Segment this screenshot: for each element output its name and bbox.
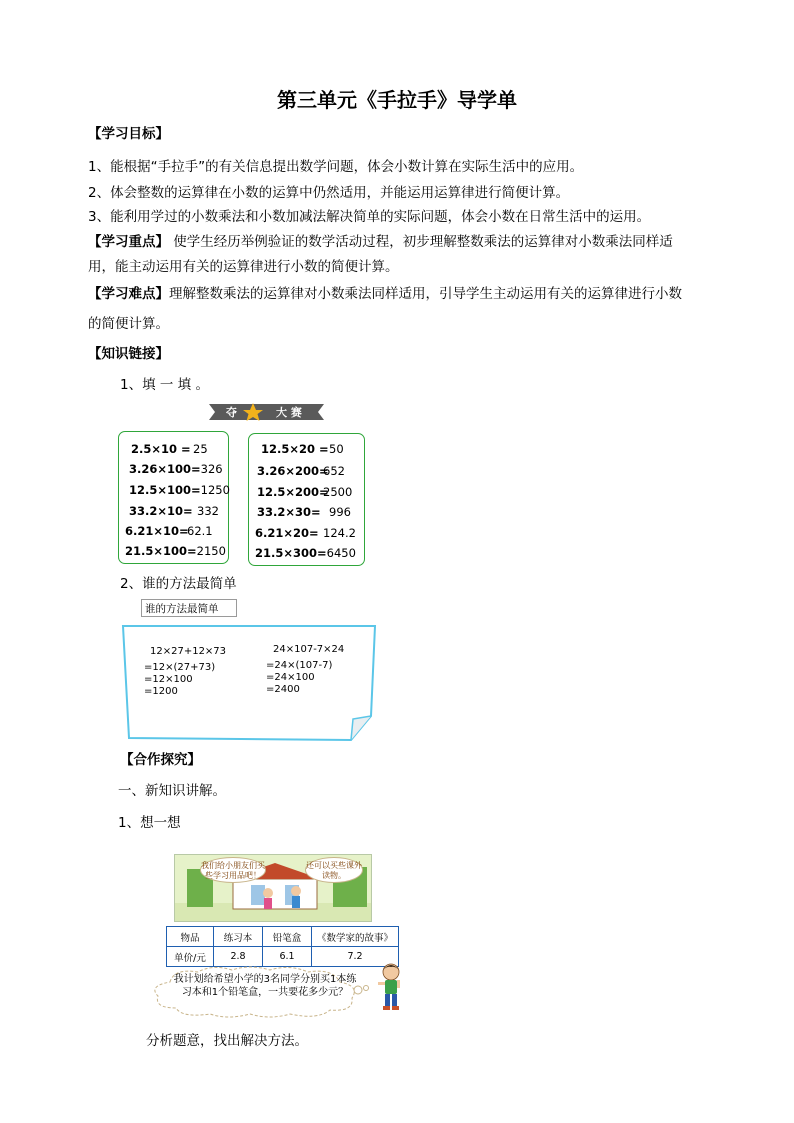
page-title: 第三单元《手拉手》导学单 xyxy=(277,88,517,112)
table-cell: 单价/元 xyxy=(167,947,214,967)
difficulties-heading: 【学习难点】 xyxy=(88,286,169,302)
method-right-line: =24×100 xyxy=(266,672,315,683)
exercise-row: 2.5×10 = 25 xyxy=(131,442,208,456)
table-cell: 6.1 xyxy=(263,947,312,967)
key-points-text-2: 用，能主动运用有关的运算律进行小数的简便计算。 xyxy=(88,259,399,275)
method-label-box: 谁的方法最简单 xyxy=(141,599,237,617)
table-cell: 2.8 xyxy=(214,947,263,967)
objective-item: 3、能利用学过的小数乘法和小数加减法解决简单的实际问题，体会小数在日常生活中的运用。 xyxy=(88,209,651,225)
method-right-line: =24×(107-7) xyxy=(266,660,333,671)
exercise-row: 3.26×100=326 xyxy=(129,462,223,476)
sub-heading: 1、想一想 xyxy=(118,815,181,831)
table-header-cell: 《数学家的故事》 xyxy=(312,927,399,947)
method-right-line: =2400 xyxy=(266,684,300,695)
key-points-text: 使学生经历举例验证的数学活动过程，初步理解整数乘法的运算律对小数乘法同样适 xyxy=(173,234,673,250)
exercise-panel-right xyxy=(248,433,365,566)
exercise-row: 21.5×100=2150 xyxy=(125,544,226,558)
exercise-row: 12.5×100=1250 xyxy=(129,483,230,497)
boy-character-icon xyxy=(376,962,406,1012)
exercise-row: 3.26×200= 652 xyxy=(257,464,345,478)
objective-item: 1、能根据“手拉手”的有关信息提出数学问题，体会小数计算在实际生活中的应用。 xyxy=(88,159,584,175)
speech-bubble-left: 我们给小朋友们买些学习用品吧！ xyxy=(200,857,266,883)
banner-text-right: 大 赛 xyxy=(276,406,302,419)
difficulties-text-2: 的简便计算。 xyxy=(88,316,169,332)
difficulties-line xyxy=(88,283,682,305)
exercise-row: 12.5×20 = 50 xyxy=(261,442,344,456)
contest-banner xyxy=(209,402,324,422)
objectives-heading: 【学习目标】 xyxy=(88,126,169,142)
exercise-row: 33.2×10= 332 xyxy=(129,504,219,518)
illustration-scene xyxy=(174,854,372,922)
section-heading: 一、新知识讲解。 xyxy=(118,783,226,799)
price-table xyxy=(166,926,399,967)
thought-cloud-text: 我计划给希望小学的3名同学分别买1本练习本和1个铅笔盒，一共要花多少元？ xyxy=(173,974,357,998)
cooperate-heading: 【合作探究】 xyxy=(120,752,201,768)
exercise-row: 6.21×10= 62.1 xyxy=(125,524,213,538)
exercise-row: 33.2×30= 996 xyxy=(257,505,351,519)
exercise-row: 6.21×20= 124.2 xyxy=(255,526,356,540)
method-left-line: =12×(27+73) xyxy=(144,662,216,673)
table-header-cell: 铅笔盒 xyxy=(263,927,312,947)
table-header-cell: 练习本 xyxy=(214,927,263,947)
question-2: 2、谁的方法最简单 xyxy=(120,576,237,592)
objective-item: 2、体会整数的运算律在小数的运算中仍然适用，并能运用运算律进行简便计算。 xyxy=(88,185,570,201)
analysis-text: 分析题意，找出解决方法。 xyxy=(146,1033,308,1049)
exercise-panel-left xyxy=(118,431,229,564)
exercise-row: 12.5×200= 2500 xyxy=(257,485,353,499)
exercise-row: 21.5×300=6450 xyxy=(255,546,356,560)
difficulties-text: 理解整数乘法的运算律对小数乘法同样适用，引导学生主动运用有关的运算律进行小数 xyxy=(169,286,682,302)
table-cell: 7.2 xyxy=(312,947,399,967)
method-left-line: =1200 xyxy=(144,686,178,697)
speech-bubble-right: 还可以买些课外读物。 xyxy=(305,857,363,883)
method-right-line: 24×107-7×24 xyxy=(273,644,345,655)
key-points-line xyxy=(88,231,673,253)
method-left-line: 12×27+12×73 xyxy=(150,646,227,657)
table-header-cell: 物品 xyxy=(167,927,214,947)
banner-text-left: 夺 xyxy=(226,406,237,419)
key-points-heading: 【学习重点】 xyxy=(88,234,169,250)
knowledge-heading: 【知识链接】 xyxy=(88,346,169,362)
question-1: 1、填 一 填 。 xyxy=(120,377,209,393)
method-left-line: =12×100 xyxy=(144,674,193,685)
method-sheet xyxy=(121,624,377,742)
table-row xyxy=(167,927,399,947)
